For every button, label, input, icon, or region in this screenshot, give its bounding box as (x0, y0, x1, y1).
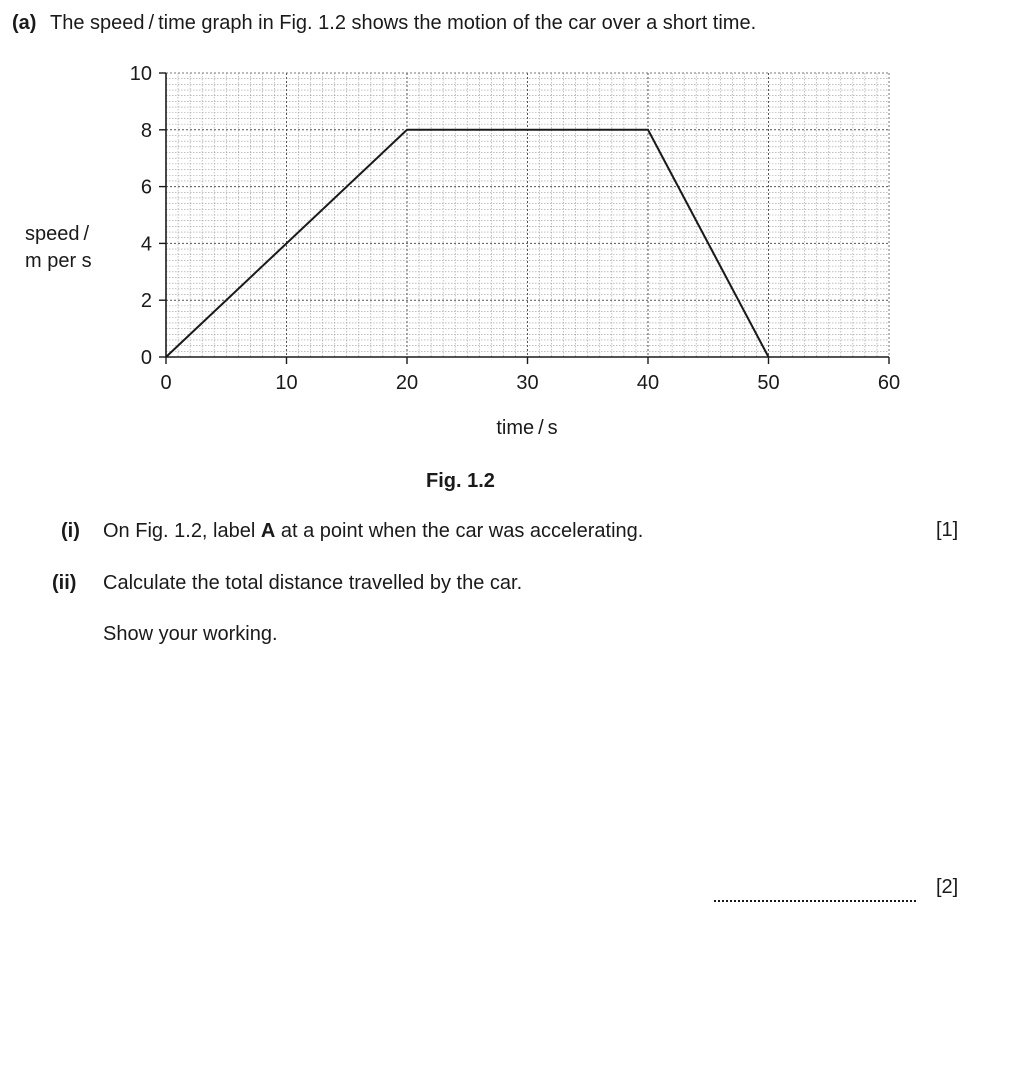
label-a: A (260, 520, 276, 542)
x-tick-label: 20 (395, 372, 419, 394)
part-ii-marks: [2] (936, 876, 959, 898)
y-axis-label-line1: speed / (25, 223, 90, 245)
x-tick-label: 0 (160, 372, 172, 394)
part-ii-instruction: Show your working. (103, 623, 278, 645)
y-tick-label: 2 (140, 290, 152, 313)
answer-line[interactable] (714, 900, 916, 902)
y-tick-label: 4 (140, 233, 152, 256)
part-ii-label: (ii) (52, 572, 77, 594)
x-tick-label: 30 (516, 372, 539, 394)
x-tick-label: 50 (757, 372, 780, 394)
part-i-text-before: On Fig. 1.2, label (103, 520, 261, 542)
y-tick-label: 0 (140, 347, 152, 369)
y-tick-label: 8 (140, 119, 152, 142)
x-tick-label: 40 (636, 372, 660, 394)
speed-time-graph (0, 0, 1020, 460)
y-tick-label: 6 (140, 176, 152, 199)
x-tick-label: 10 (275, 372, 298, 394)
y-tick-label: 10 (129, 63, 152, 85)
part-label: (a) (12, 12, 37, 34)
part-i-text-after: at a point when the car was accelerating. (275, 520, 644, 542)
part-ii-text: Calculate the total distance travelled by the car. (103, 572, 523, 594)
x-axis-label: time / s (496, 417, 558, 439)
figure-caption: Fig. 1.2 (426, 470, 495, 492)
y-axis-label-line2: m per s (25, 250, 92, 272)
question-intro: The speed / time graph in Fig. 1.2 shows the motion of the car over a short time. (50, 12, 757, 34)
x-tick-label: 60 (877, 372, 901, 394)
part-i-text (103, 519, 643, 543)
part-i-label: (i) (61, 520, 80, 542)
part-i-marks: [1] (936, 519, 959, 541)
